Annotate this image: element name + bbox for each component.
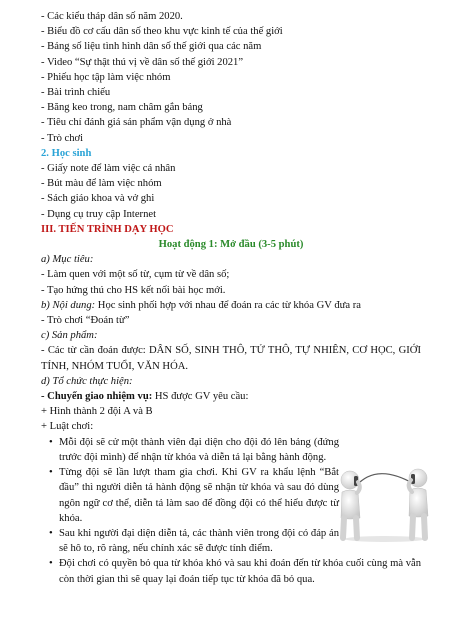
content-line bbox=[41, 298, 421, 313]
list-item: - Giấy note để làm việc cá nhân bbox=[41, 163, 176, 175]
task-line bbox=[41, 389, 421, 404]
rule-text: Đội chơi có quyền bỏ qua từ khóa khó và sau khi đoán đến từ khóa cuối cùng mà vẫn còn thời gian thì sẽ quay lại đoán tiếp tục từ khóa đã bỏ qua. bbox=[59, 558, 421, 585]
list-item: - Video “Sự thật thú vị về dân số thế giới 2021” bbox=[41, 56, 244, 68]
section-heading: III. TIẾN TRÌNH DẠY HỌC bbox=[41, 223, 174, 235]
content-text: Học sinh phối hợp với nhau để đoán ra các từ khóa GV đưa ra bbox=[95, 299, 361, 311]
student-heading: 2. Học sinh bbox=[41, 147, 92, 159]
rule-item bbox=[49, 526, 339, 556]
bullet-icon: • bbox=[49, 558, 53, 570]
rule-text: Mỗi đội sẽ cử một thành viên đại diện cho đội đó lên bảng (đứng trước đội mình) để nhận từ khóa và diễn tả lại bằng hành động. bbox=[59, 436, 339, 463]
rule-text: Sau khi người đại diện diễn tả, các thành viên trong đội có đáp án sẽ hô to, rõ ràng, nếu chính xác sẽ được tính điểm. bbox=[59, 527, 339, 555]
bullet-icon: • bbox=[49, 436, 53, 448]
activity-heading: Hoạt động 1: Mở đầu (3-5 phút) bbox=[158, 239, 304, 251]
list-item: - Bút màu để làm việc nhóm bbox=[41, 178, 162, 190]
list-item: - Dụng cụ truy cập Internet bbox=[41, 208, 157, 220]
list-item: - Băng keo trong, nam châm gắn bảng bbox=[41, 102, 203, 114]
goal-label: a) Mục tiêu: bbox=[41, 254, 94, 266]
materials-list bbox=[41, 9, 421, 146]
list-item: - Tiêu chí đánh giá sản phẩm vận dụng ở nhà bbox=[41, 117, 232, 129]
list-item: - Trò chơi bbox=[41, 132, 84, 144]
organization-label: d) Tổ chức thực hiện: bbox=[41, 375, 133, 387]
form-groups-line: + Hình thành 2 đội A và B bbox=[41, 406, 153, 418]
goal-item: - Làm quen với một số từ, cụm từ về dân số; bbox=[41, 269, 230, 281]
list-item: - Biểu đồ cơ cấu dân số theo khu vực kinh tế của thế giới bbox=[41, 26, 283, 38]
rules-label: + Luật chơi: bbox=[41, 421, 94, 433]
game-line: - Trò chơi “Đoán từ” bbox=[41, 315, 130, 327]
list-item: - Bảng số liệu tình hình dân số thế giới qua các năm bbox=[41, 41, 262, 53]
bullet-icon: • bbox=[49, 467, 53, 479]
rule-item bbox=[49, 465, 339, 526]
product-text: - Các từ cần đoán được: DÂN SỐ, SINH THÔ, TỬ THÔ, TỰ NHIÊN, CƠ HỌC, GIỚI TÍNH, NHÓM TUỔI, VĂN HÓA. bbox=[41, 345, 421, 372]
list-item: - Bài trình chiếu bbox=[41, 87, 111, 99]
rule-item bbox=[49, 556, 421, 586]
phone-call-figures-illustration bbox=[330, 462, 440, 542]
rule-item bbox=[49, 435, 339, 465]
list-item: - Phiếu học tập làm việc nhóm bbox=[41, 71, 171, 83]
list-item: - Sách giáo khoa và vở ghi bbox=[41, 193, 155, 205]
student-list bbox=[41, 161, 421, 222]
content-label: b) Nội dung: bbox=[41, 299, 96, 311]
product-label: c) Sản phẩm: bbox=[41, 330, 98, 342]
goal-item: - Tạo hứng thú cho HS kết nối bài học mới. bbox=[41, 284, 226, 296]
bullet-icon: • bbox=[49, 527, 53, 539]
task-label: - Chuyển giao nhiệm vụ: bbox=[41, 391, 153, 403]
list-item: - Các kiểu tháp dân số năm 2020. bbox=[41, 11, 183, 22]
task-text: HS được GV yêu cầu: bbox=[152, 391, 249, 403]
rule-text: Từng đội sẽ lần lượt tham gia chơi. Khi GV ra khẩu lệnh “Bắt đầu” thì người diễn tả hành động sẽ nhận từ khóa và sau đó dùng ngôn ngữ cơ thể, diễn tả làm sao để đồng đội có thể hiểu được từ khóa. bbox=[59, 467, 339, 524]
